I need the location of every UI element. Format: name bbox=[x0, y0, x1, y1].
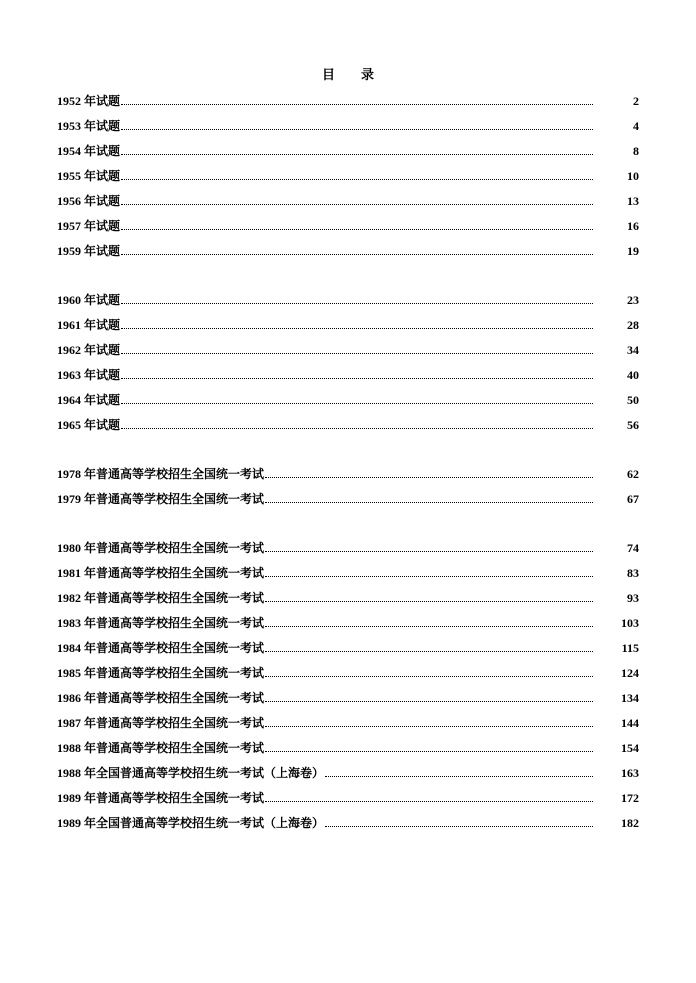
toc-entry-label: 1981 年普通高等学校招生全国统一考试 bbox=[57, 566, 265, 580]
toc-entry-page-number: 34 bbox=[627, 343, 639, 357]
toc-dot-leader bbox=[325, 774, 593, 777]
toc-entry-label: 1986 年普通高等学校招生全国统一考试 bbox=[57, 691, 265, 705]
toc-entry-page-number: 115 bbox=[621, 641, 639, 655]
toc-dot-leader bbox=[121, 127, 593, 130]
toc-entry-page-number: 23 bbox=[627, 293, 639, 307]
toc-entry-label: 1988 年全国普通高等学校招生统一考试（上海卷） bbox=[57, 766, 325, 780]
toc-entry[interactable] bbox=[57, 686, 639, 711]
toc-entry-label: 1957 年试题 bbox=[57, 219, 121, 233]
toc-entry-page-number: 4 bbox=[633, 119, 639, 133]
toc-dot-leader bbox=[121, 227, 593, 230]
toc-dot-leader bbox=[121, 177, 593, 180]
toc-entry-label: 1982 年普通高等学校招生全国统一考试 bbox=[57, 591, 265, 605]
toc-entry-page-number: 13 bbox=[627, 194, 639, 208]
toc-entry-label: 1956 年试题 bbox=[57, 194, 121, 208]
toc-dot-leader bbox=[265, 475, 593, 478]
toc-entry[interactable] bbox=[57, 786, 639, 811]
toc-entry[interactable] bbox=[57, 139, 639, 164]
toc-entry[interactable] bbox=[57, 214, 639, 239]
toc-entry[interactable] bbox=[57, 164, 639, 189]
toc-entry[interactable] bbox=[57, 536, 639, 561]
toc-entry-label: 1959 年试题 bbox=[57, 244, 121, 258]
toc-entry-label: 1960 年试题 bbox=[57, 293, 121, 307]
toc-entry-page-number: 154 bbox=[621, 741, 639, 755]
toc-entry-page-number: 163 bbox=[621, 766, 639, 780]
toc-entry-page-number: 134 bbox=[621, 691, 639, 705]
toc-group bbox=[57, 462, 639, 512]
toc-dot-leader bbox=[265, 574, 593, 577]
toc-entry-label: 1980 年普通高等学校招生全国统一考试 bbox=[57, 541, 265, 555]
toc-dot-leader bbox=[121, 102, 593, 105]
toc-entry[interactable] bbox=[57, 288, 639, 313]
toc-entry-label: 1955 年试题 bbox=[57, 169, 121, 183]
toc-entry-page-number: 93 bbox=[627, 591, 639, 605]
toc-entry-page-number: 56 bbox=[627, 418, 639, 432]
toc-entry[interactable] bbox=[57, 313, 639, 338]
toc-dot-leader bbox=[121, 376, 593, 379]
toc-group bbox=[57, 89, 639, 264]
toc-entry[interactable] bbox=[57, 661, 639, 686]
toc-entry[interactable] bbox=[57, 736, 639, 761]
toc-entry-label: 1962 年试题 bbox=[57, 343, 121, 357]
toc-dot-leader bbox=[265, 724, 593, 727]
toc-entry-page-number: 144 bbox=[621, 716, 639, 730]
toc-dot-leader bbox=[121, 326, 593, 329]
toc-entry-label: 1964 年试题 bbox=[57, 393, 121, 407]
toc-dot-leader bbox=[265, 699, 593, 702]
toc-entry-page-number: 74 bbox=[627, 541, 639, 555]
toc-dot-leader bbox=[121, 351, 593, 354]
toc-dot-leader bbox=[121, 252, 593, 255]
toc-entry[interactable] bbox=[57, 462, 639, 487]
toc-group bbox=[57, 536, 639, 836]
toc-dot-leader bbox=[265, 674, 593, 677]
toc-entry-label: 1963 年试题 bbox=[57, 368, 121, 382]
toc-entry[interactable] bbox=[57, 586, 639, 611]
toc-entry[interactable] bbox=[57, 487, 639, 512]
toc-group bbox=[57, 288, 639, 438]
toc-entry-label: 1953 年试题 bbox=[57, 119, 121, 133]
toc-entry[interactable] bbox=[57, 761, 639, 786]
toc-entry-page-number: 103 bbox=[621, 616, 639, 630]
toc-dot-leader bbox=[121, 401, 593, 404]
toc-dot-leader bbox=[265, 624, 593, 627]
toc-entry-page-number: 8 bbox=[633, 144, 639, 158]
toc-entry[interactable] bbox=[57, 189, 639, 214]
toc-entry-label: 1989 年普通高等学校招生全国统一考试 bbox=[57, 791, 265, 805]
toc-entry[interactable] bbox=[57, 114, 639, 139]
toc-entry[interactable] bbox=[57, 413, 639, 438]
toc-dot-leader bbox=[121, 152, 593, 155]
toc-dot-leader bbox=[121, 301, 593, 304]
toc-dot-leader bbox=[265, 500, 593, 503]
toc-entry[interactable] bbox=[57, 811, 639, 836]
toc-entry-label: 1961 年试题 bbox=[57, 318, 121, 332]
toc-entry-page-number: 16 bbox=[627, 219, 639, 233]
toc-dot-leader bbox=[265, 799, 593, 802]
toc-entry-page-number: 2 bbox=[633, 94, 639, 108]
toc-entry-page-number: 67 bbox=[627, 492, 639, 506]
toc-entry-page-number: 62 bbox=[627, 467, 639, 481]
toc-list bbox=[57, 89, 639, 836]
toc-entry[interactable] bbox=[57, 338, 639, 363]
toc-entry-page-number: 50 bbox=[627, 393, 639, 407]
toc-entry[interactable] bbox=[57, 239, 639, 264]
toc-title: 目 录 bbox=[321, 67, 374, 82]
toc-entry-label: 1952 年试题 bbox=[57, 94, 121, 108]
toc-dot-leader bbox=[265, 749, 593, 752]
toc-entry-label: 1984 年普通高等学校招生全国统一考试 bbox=[57, 641, 265, 655]
toc-dot-leader bbox=[325, 824, 593, 827]
toc-entry[interactable] bbox=[57, 611, 639, 636]
toc-entry-label: 1954 年试题 bbox=[57, 144, 121, 158]
toc-entry-page-number: 10 bbox=[627, 169, 639, 183]
toc-entry-label: 1965 年试题 bbox=[57, 418, 121, 432]
toc-dot-leader bbox=[121, 202, 593, 205]
toc-entry-page-number: 182 bbox=[621, 816, 639, 830]
toc-entry-label: 1987 年普通高等学校招生全国统一考试 bbox=[57, 716, 265, 730]
toc-entry-label: 1983 年普通高等学校招生全国统一考试 bbox=[57, 616, 265, 630]
toc-entry-label: 1978 年普通高等学校招生全国统一考试 bbox=[57, 467, 265, 481]
toc-entry-page-number: 28 bbox=[627, 318, 639, 332]
toc-entry-label: 1989 年全国普通高等学校招生统一考试（上海卷） bbox=[57, 816, 325, 830]
toc-entry[interactable] bbox=[57, 636, 639, 661]
toc-entry-label: 1985 年普通高等学校招生全国统一考试 bbox=[57, 666, 265, 680]
toc-entry-page-number: 40 bbox=[627, 368, 639, 382]
toc-entry-page-number: 172 bbox=[621, 791, 639, 805]
toc-entry-label: 1988 年普通高等学校招生全国统一考试 bbox=[57, 741, 265, 755]
toc-entry-label: 1979 年普通高等学校招生全国统一考试 bbox=[57, 492, 265, 506]
toc-entry[interactable] bbox=[57, 711, 639, 736]
toc-entry-page-number: 19 bbox=[627, 244, 639, 258]
toc-entry[interactable] bbox=[57, 561, 639, 586]
toc-entry-page-number: 83 bbox=[627, 566, 639, 580]
toc-entry[interactable] bbox=[57, 89, 639, 114]
toc-dot-leader bbox=[121, 426, 593, 429]
toc-entry-page-number: 124 bbox=[621, 666, 639, 680]
toc-entry[interactable] bbox=[57, 388, 639, 413]
toc-dot-leader bbox=[265, 649, 593, 652]
toc-entry[interactable] bbox=[57, 363, 639, 388]
toc-dot-leader bbox=[265, 599, 593, 602]
toc-dot-leader bbox=[265, 549, 593, 552]
